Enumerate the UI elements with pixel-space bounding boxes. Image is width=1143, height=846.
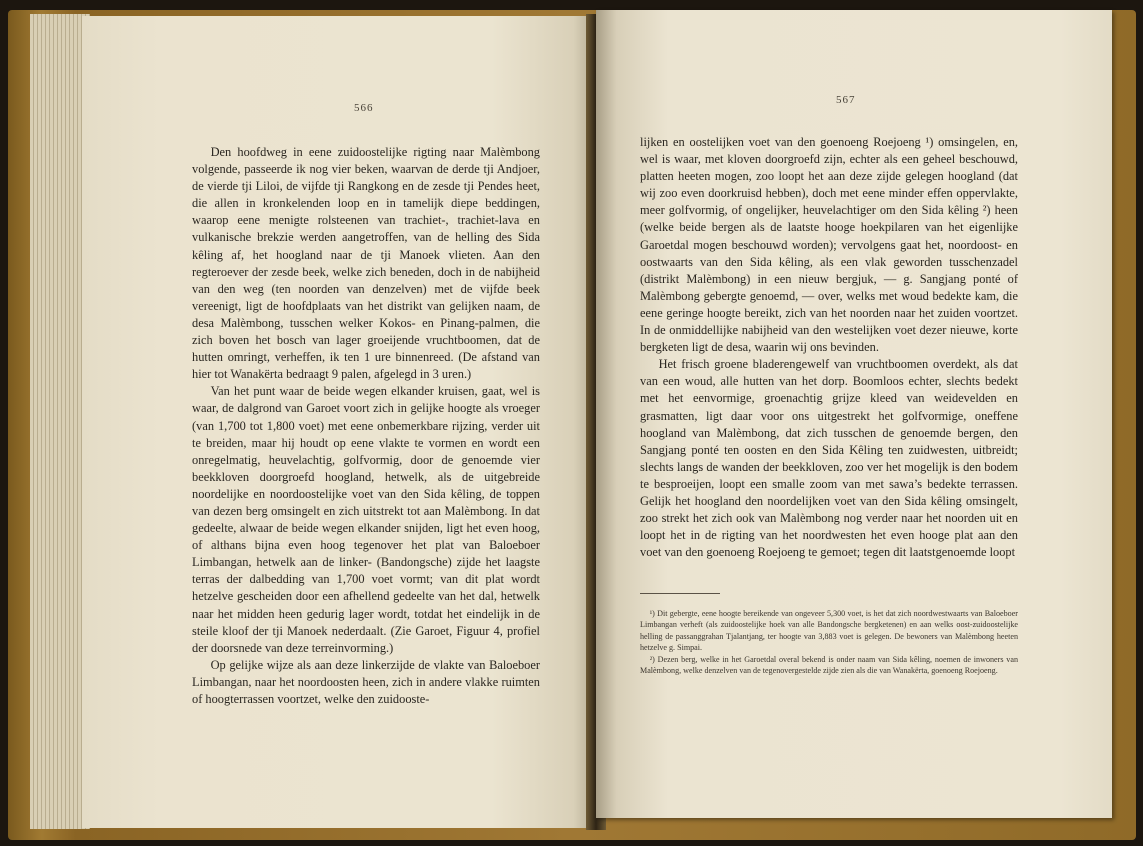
footnotes bbox=[640, 608, 1018, 678]
paragraph: lijken en oostelijken voet van den goenoeng Roejoeng ¹) omsingelen, en, wel is waar, met kloven doorgroefd zijn, echter als een geheel beschouwd, platten heeten mogen, zoo loopt het aan deze zijde gelegen hoogland (dat wij zoo even doorkruisd hebben), doch met eene minder effen oppervlakte, meer golfvormig, of ongelijker, heuvelachtiger om den Sida kêling ²) heen (welke beide bergen als de laatste hooge hoekpilaren van het eigenlijke Garoetdal mogen beschouwd worden); vervolgens gaat het, noordoost- en oostwaarts van den Sida kêling, als een vlak geworden tusschenzadel (distrikt Malèmbong) in een nieuw bergjuk, — g. Sangjang ponté of Malèmbong gebergte genoemd, — over, welks met woud bedekte kam, die eene geringe hoogte bereikt, zich van het noorden naar het zuiden voortzet. In de onmiddellijke nabijheid van den westelijken voet dezer nieuwe, korte bergketen ligt de desa, waarin wij ons bevinden. bbox=[640, 135, 1018, 355]
footnote: ¹) Dit gebergte, eene hoogte bereikende van ongeveer 5,300 voet, is het dat zich noordwestwaarts van Baloeboer Limbangan verheft (als zuidoostelijke hoek van alle Bandongsche bergketenen) en aan welks oost-zuidoostelijke helling de passanggrahan Tjalantjang, ter hoogte van 3,883 voet is gelegen. De bewoners van Malèmbong heeten hetzelve g. Simpai. bbox=[640, 609, 1018, 652]
footnote-divider bbox=[640, 593, 720, 594]
paragraph: Van het punt waar de beide wegen elkander kruisen, gaat, wel is waar, de dalgrond van Garoet voort zich in gelijke hoogte als vroeger (van 1,700 tot 1,800 voet) met eene onbemerkbare rijzing, verder uit te breiden, maar hij houdt op eene vlakte te vormen en wordt een onregelmatig, heuvelachtig, golfvormig, door de genoemde vier beekkloven doorgroefd hoogland, hetwelk, als de uitgebreide noordelijke en noordoostelijke voet van den Sida kêling, de toppen van dezen berg omsingelt en zich uitstrekt tot aan Malèmbong. In dat gedeelte, alwaar de beide wegen elkander snijden, ligt het even hoog, of althans bijna even hoog tegenover het plat van Baloeboer Limbangan, hetwelk aan de linker- (Bandongsche) zijde het laagste terras der dalbedding van 1,700 voet vormt; van dit plat wordt hetzelve gescheiden door een afhellend gedeelte van het dal, hetwelk naar het midden heen gedurig lager wordt, totdat het eindelijk in de steile kloof der tji Manoek nederdaalt. (Zie Garoet, Figuur 4, profiel der doorsnede van deze terreinvorming.) bbox=[192, 384, 540, 655]
left-page bbox=[82, 16, 594, 828]
body-text bbox=[192, 144, 540, 708]
right-page bbox=[596, 10, 1112, 818]
page-number: 567 bbox=[836, 94, 856, 106]
footnote: ²) Dezen berg, welke in het Garoetdal overal bekend is onder naam van Sida kêling, noemen de inwoners van Malèmbong, welke denzelven van de tegenovergestelde zijde zien als die van Wanakërta, goenoeng Roejoeng. bbox=[640, 655, 1018, 676]
paragraph: Het frisch groene bladerengewelf van vruchtboomen overdekt, als dat van een woud, alle hutten van het dorp. Boomloos echter, slechts bedekt met het eenvormige, groenachtig grijze kleed van weidevelden en grasmatten, ligt daar voor ons uitgestrekt het golfvormige, oneffene hoogland van Malèmbong, dat zich tusschen de genoemde bergen, den Sangjang ponté ten oosten en den Sida Kêling ten zuidwesten, uitbreidt; slechts langs de wanden der beekkloven, zoo ver het mogelijk is den bodem te besproeijen, loopt een smalle zoom van met sawa’s bedekte terrassen. Gelijk het hoogland den noordelijken voet van den Sida kêling omsingelt, zoo strekt het zich ook van Malèmbong nog verder naar het noorden uit en loopt het in de rigting van het noordwesten het even hooge plat aan den voet van den goenoeng Roejoeng te gemoet; tegen dit laatstgenoemde loopt bbox=[640, 357, 1018, 560]
paragraph: Op gelijke wijze als aan deze linkerzijde de vlakte van Baloeboer Limbangan, naar het noordoosten heen, zich in andere vlakke ruimten of hoogterrassen voortzet, welke den zuidooste- bbox=[192, 657, 540, 706]
paragraph: Den hoofdweg in eene zuidoostelijke rigting naar Malèmbong volgende, passeerde ik nog vier beken, waarvan de derde tji Andjoer, de vierde tji Liloi, de vijfde tji Rangkong en de zesde tji Pendes heet, die allen in kronkelenden loop en in tamelijk diepe beddingen, waarop eene menigte rolsteenen van trachiet-, trachiet-lava en vulkanische brekzie werden aangetroffen, van de helling des Sida kêling af, het hoogland naar de tji Manoek vlieten. Aan den regteroever der zesde beek, welke zich beneden, doch in de nabijheid van den weg (ten noorden van denzelven) met de vijfde beek vereenigt, ligt de hoofdplaats van het distrikt van gelijken naam, de desa Malèmbong, tusschen welker Kokos- en Pinang-palmen, die zich boven het bosch van lager groeijende vruchtboomen, dat de hutten omringt, verheffen, ik ten 1 ure binnenreed. (De afstand van hier tot Wanakërta bedraagt 9 palen, afgelegd in 3 uren.) bbox=[192, 145, 540, 382]
page-edges bbox=[30, 14, 90, 829]
body-text bbox=[640, 134, 1018, 561]
page-number: 566 bbox=[354, 102, 374, 114]
